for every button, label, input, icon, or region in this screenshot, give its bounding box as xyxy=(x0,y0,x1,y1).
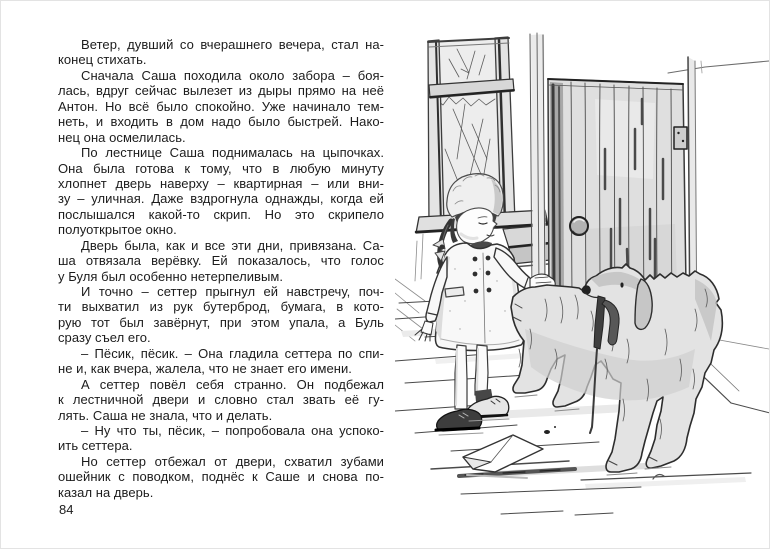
setter-dog xyxy=(511,264,722,475)
text-line: По лестнице Саша поднималась на цыпочках. xyxy=(81,145,384,161)
wooden-door xyxy=(548,79,686,297)
text-line: полуоткрытое окно. xyxy=(58,222,177,238)
paragraph xyxy=(58,423,384,454)
paragraph xyxy=(58,377,384,423)
text-line: ить сеттера. xyxy=(58,438,133,454)
text-line: послышался какой-то скрип. Но это скрипело xyxy=(58,206,384,222)
text-line: не и, как вчера, жалела, что не знает его имени. xyxy=(58,361,352,377)
page-number: 84 xyxy=(59,502,74,517)
hinge-icon xyxy=(674,127,687,149)
text-line: – Пёсик, пёсик. – Она гладила сеттера по спи- xyxy=(81,345,384,361)
paragraph xyxy=(58,37,384,68)
paragraph xyxy=(58,284,384,346)
text-line: неть, и входить в дом надо было быстрей. Нако- xyxy=(58,114,384,130)
text-line: казал на дверь. xyxy=(58,484,154,500)
text-line: сразу съел его. xyxy=(58,330,151,346)
wall-hatch-lines xyxy=(395,234,425,341)
wall-corner-lines xyxy=(668,61,769,73)
text-line: лась, вдруг сейчас вылезет из дыры прямо на неё xyxy=(58,83,384,99)
text-line: рую тот был завёрнут, при этом упала, а Буль xyxy=(58,314,384,330)
text-line: ша отвязала верёвку. Ей показалось, что голос xyxy=(58,253,384,269)
text-line: нец она осмелилась. xyxy=(58,129,186,145)
paragraph xyxy=(58,68,384,145)
door-knob xyxy=(570,217,588,235)
text-line: Но сеттер отбежал от двери, схватил зубами xyxy=(81,453,384,469)
text-line: – Ну что ты, пёсик, – попробовала она успоко- xyxy=(81,422,384,438)
text-line: А сеттер повёл себя странно. Он подбежал xyxy=(81,376,384,392)
paragraph xyxy=(58,238,384,284)
text-line: зу – уличная. Даже вздрогнула однажды, когда ей xyxy=(58,191,384,207)
text-line: Антон. Но всё было спокойно. Уже начинало тем- xyxy=(58,98,384,114)
text-line: ошейник с поводком, поднёс к Саше и снова по- xyxy=(58,469,384,485)
text-line: Дверь была, как и все эти дни, привязана. Са- xyxy=(81,237,384,253)
text-line: лять. Саша не знала, что и делать. xyxy=(58,407,273,423)
paragraph xyxy=(58,346,384,377)
text-line: ти выхватил из рук бутерброд, бумага, в кото- xyxy=(58,299,384,315)
text-column xyxy=(58,37,384,500)
girl-and-dog-illustration xyxy=(395,29,770,531)
paragraph xyxy=(58,454,384,500)
text-line: Ветер, дувший со вчерашнего вечера, стал на- xyxy=(81,37,384,52)
text-line: хлопнет дверь наверху – квартирная – или вни- xyxy=(58,175,384,191)
text-line: Сначала Саша походила около забора – боя- xyxy=(81,67,384,83)
text-line: Она была готова к тому, что в любую минуту xyxy=(58,160,384,176)
text-line: к лестничной двери и словно стал звать её гу- xyxy=(58,392,384,408)
text-line: у Буля был особенно нетерпеливым. xyxy=(58,268,284,284)
paragraph xyxy=(58,145,384,238)
text-line: конец стихать. xyxy=(58,52,147,68)
text-line: И точно – сеттер прыгнул ей навстречу, поч- xyxy=(81,284,384,299)
